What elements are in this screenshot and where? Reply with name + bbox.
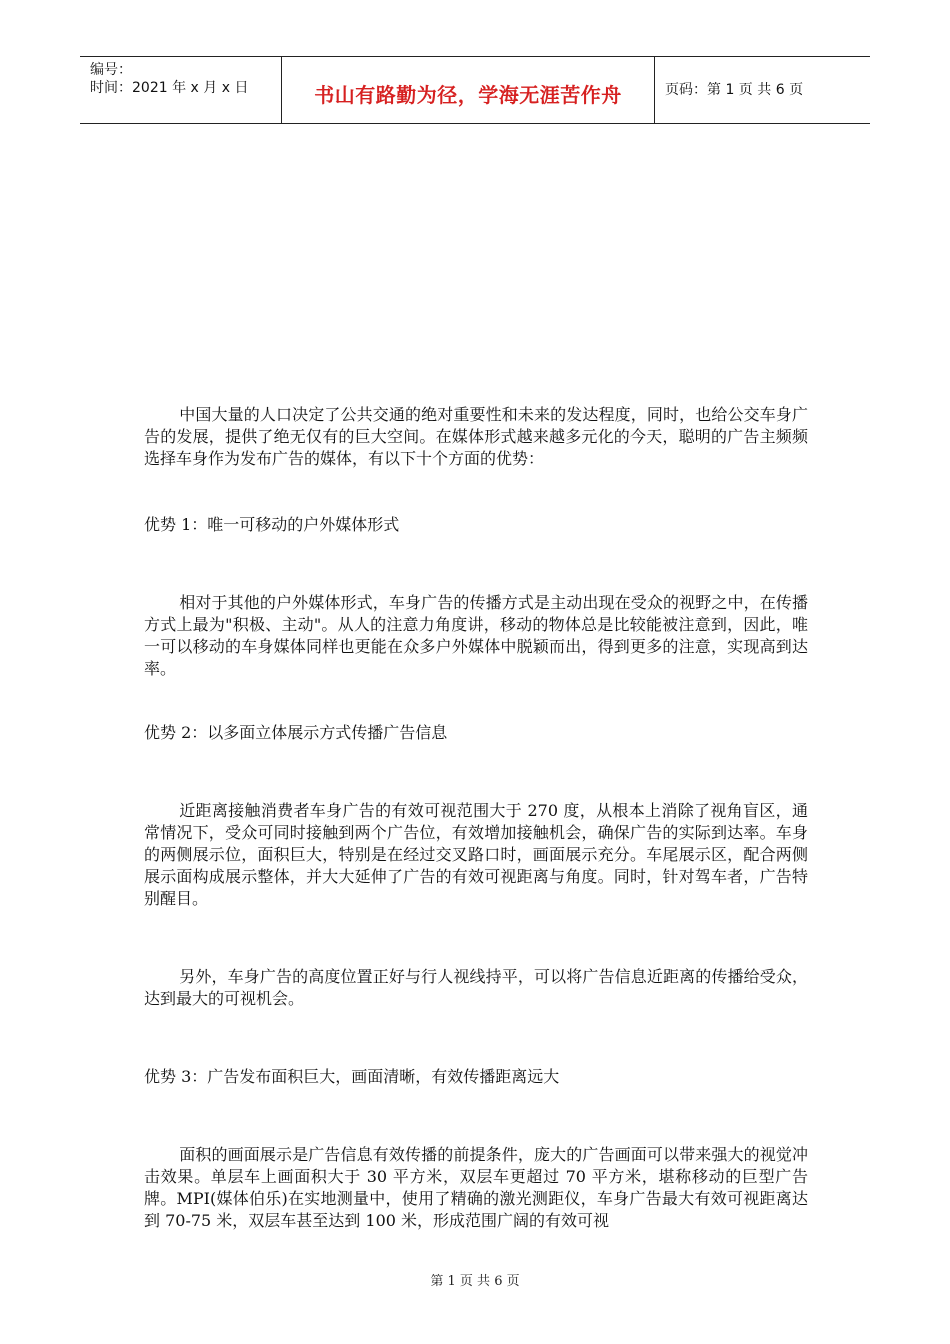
date-label: 时间：2021 年 x 月 x 日 xyxy=(90,80,249,96)
intro-paragraph: 中国大量的人口决定了公共交通的绝对重要性和未来的发达程度，同时，也给公交车身广告的发展，提供了绝无仅有的巨大空间。在媒体形式越来越多元化的今天，聪明的广告主频频选择车身作为发布广告的媒体，有以下十个方面的优势： xyxy=(144,405,808,468)
header-motto-cell xyxy=(282,57,655,123)
advantage-2-paragraph-1: 近距离接触消费者车身广告的有效可视范围大于 270 度，从根本上消除了视角盲区，通常情况下，受众可同时接触到两个广告位，有效增加接触机会，确保广告的实际到达率。车身的两侧展示位，面积巨大，特别是在经过交叉路口时，画面展示充分。车尾展示区，配合两侧展示面构成展示整体，并大大延伸了广告的有效可视距离与角度。同时，针对驾车者，广告特别醒目。 xyxy=(144,801,808,908)
motto-text: 书山有路勤为径，学海无涯苦作舟 xyxy=(314,83,622,107)
advantage-1-paragraph: 相对于其他的户外媒体形式，车身广告的传播方式是主动出现在受众的视野之中，在传播方式上最为"积极、主动"。从人的注意力角度讲，移动的物体总是比较能被注意到，因此，唯一可以移动的车身媒体同样也更能在众多户外媒体中脱颖而出，得到更多的注意，实现高到达率。 xyxy=(144,593,808,678)
header-page-cell xyxy=(655,57,870,123)
body-content xyxy=(144,404,808,1232)
serial-number-label: 编号： xyxy=(90,62,132,78)
header-info-cell xyxy=(80,57,282,123)
advantage-2-paragraph-2: 另外，车身广告的高度位置正好与行人视线持平，可以将广告信息近距离的传播给受众，达到最大的可视机会。 xyxy=(144,967,808,1008)
advantage-3-heading: 优势 3：广告发布面积巨大，画面清晰，有效传播距离远大 xyxy=(144,1067,560,1086)
advantage-3-paragraph: 面积的画面展示是广告信息有效传播的前提条件，庞大的广告画面可以带来强大的视觉冲击效果。单层车上画面积大于 30 平方米，双层车更超过 70 平方米，堪称移动的巨型广告牌。MPI(媒体伯乐)在实地测量中，使用了精确的激光测距仪，车身广告最大有效可视距离达到 70-75 米，双层车甚至达到 100 米，形成范围广阔的有效可视 xyxy=(144,1145,808,1230)
advantage-1-heading: 优势 1：唯一可移动的户外媒体形式 xyxy=(144,515,400,534)
page-footer: 第 1 页 共 6 页 xyxy=(430,1274,520,1289)
advantage-2-heading: 优势 2：以多面立体展示方式传播广告信息 xyxy=(144,723,448,742)
page-code-label: 页码：第 1 页 共 6 页 xyxy=(665,82,804,98)
page-header xyxy=(80,56,870,124)
